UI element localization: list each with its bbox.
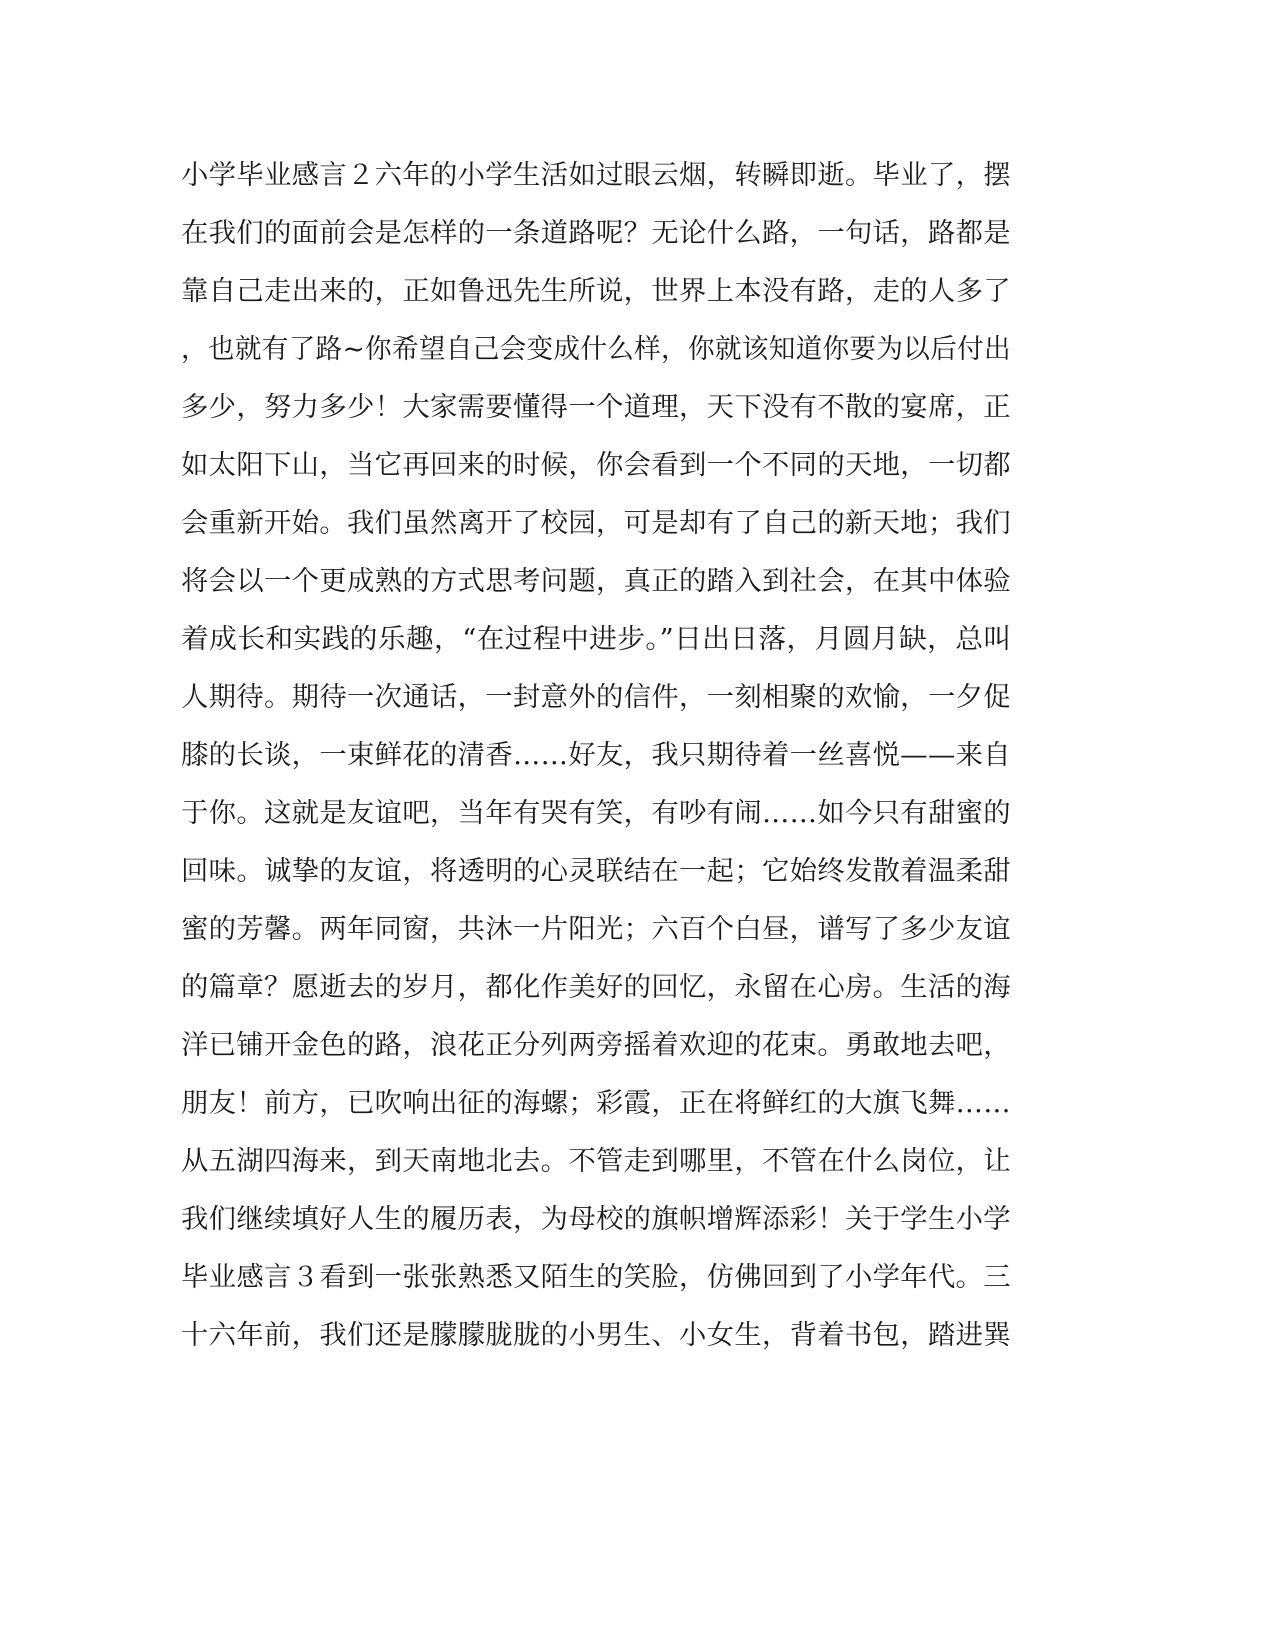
- text-line: 的篇章？愿逝去的岁月，都化作美好的回忆，永留在心房。生活的海: [181, 972, 1011, 1003]
- text-line: 十六年前，我们还是朦朦胧胧的小男生、小女生，背着书包，踏进巽: [181, 1320, 1011, 1351]
- text-line: 膝的长谈，一束鲜花的清香……好友，我只期待着一丝喜悦——来自: [181, 740, 1011, 771]
- text-line: 着成长和实践的乐趣，“在过程中进步。”日出日落，月圆月缺，总叫: [181, 624, 1012, 655]
- text-line: 靠自己走出来的，正如鲁迅先生所说，世界上本没有路，走的人多了: [181, 276, 1011, 307]
- text-line: 蜜的芳馨。两年同窗，共沐一片阳光；六百个白昼，谱写了多少友谊: [181, 914, 1011, 945]
- text-line: 朋友！前方，已吹响出征的海螺；彩霞，正在将鲜红的大旗飞舞……: [181, 1088, 1011, 1119]
- text-line: 如太阳下山，当它再回来的时候，你会看到一个不同的天地，一切都: [181, 450, 1011, 481]
- text-line: 将会以一个更成熟的方式思考问题，真正的踏入到社会，在其中体验: [181, 566, 1011, 597]
- text-line: 我们继续填好人生的履历表，为母校的旗帜增辉添彩！关于学生小学: [181, 1204, 1011, 1235]
- text-line: ，也就有了路~你希望自己会变成什么样，你就该知道你要为以后付出: [181, 334, 1011, 365]
- text-line: 在我们的面前会是怎样的一条道路呢？无论什么路，一句话，路都是: [181, 218, 1011, 249]
- text-line: 小学毕业感言２六年的小学生活如过眼云烟，转瞬即逝。毕业了，摆: [181, 160, 1011, 191]
- text-line: 洋已铺开金色的路，浪花正分列两旁摇着欢迎的花束。勇敢地去吧，: [181, 1030, 1011, 1061]
- text-line: 毕业感言３看到一张张熟悉又陌生的笑脸，仿佛回到了小学年代。三: [181, 1262, 1011, 1293]
- text-line: 回味。诚挚的友谊，将透明的心灵联结在一起；它始终发散着温柔甜: [181, 856, 1011, 887]
- text-line: 从五湖四海来，到天南地北去。不管走到哪里，不管在什么岗位，让: [181, 1146, 1011, 1177]
- text-line: 人期待。期待一次通话，一封意外的信件，一刻相聚的欢愉，一夕促: [181, 682, 1011, 713]
- text-line: 会重新开始。我们虽然离开了校园，可是却有了自己的新天地；我们: [181, 508, 1011, 539]
- text-line: 多少，努力多少！大家需要懂得一个道理，天下没有不散的宴席，正: [181, 392, 1011, 423]
- text-line: 于你。这就是友谊吧，当年有哭有笑，有吵有闹……如今只有甜蜜的: [181, 798, 1011, 829]
